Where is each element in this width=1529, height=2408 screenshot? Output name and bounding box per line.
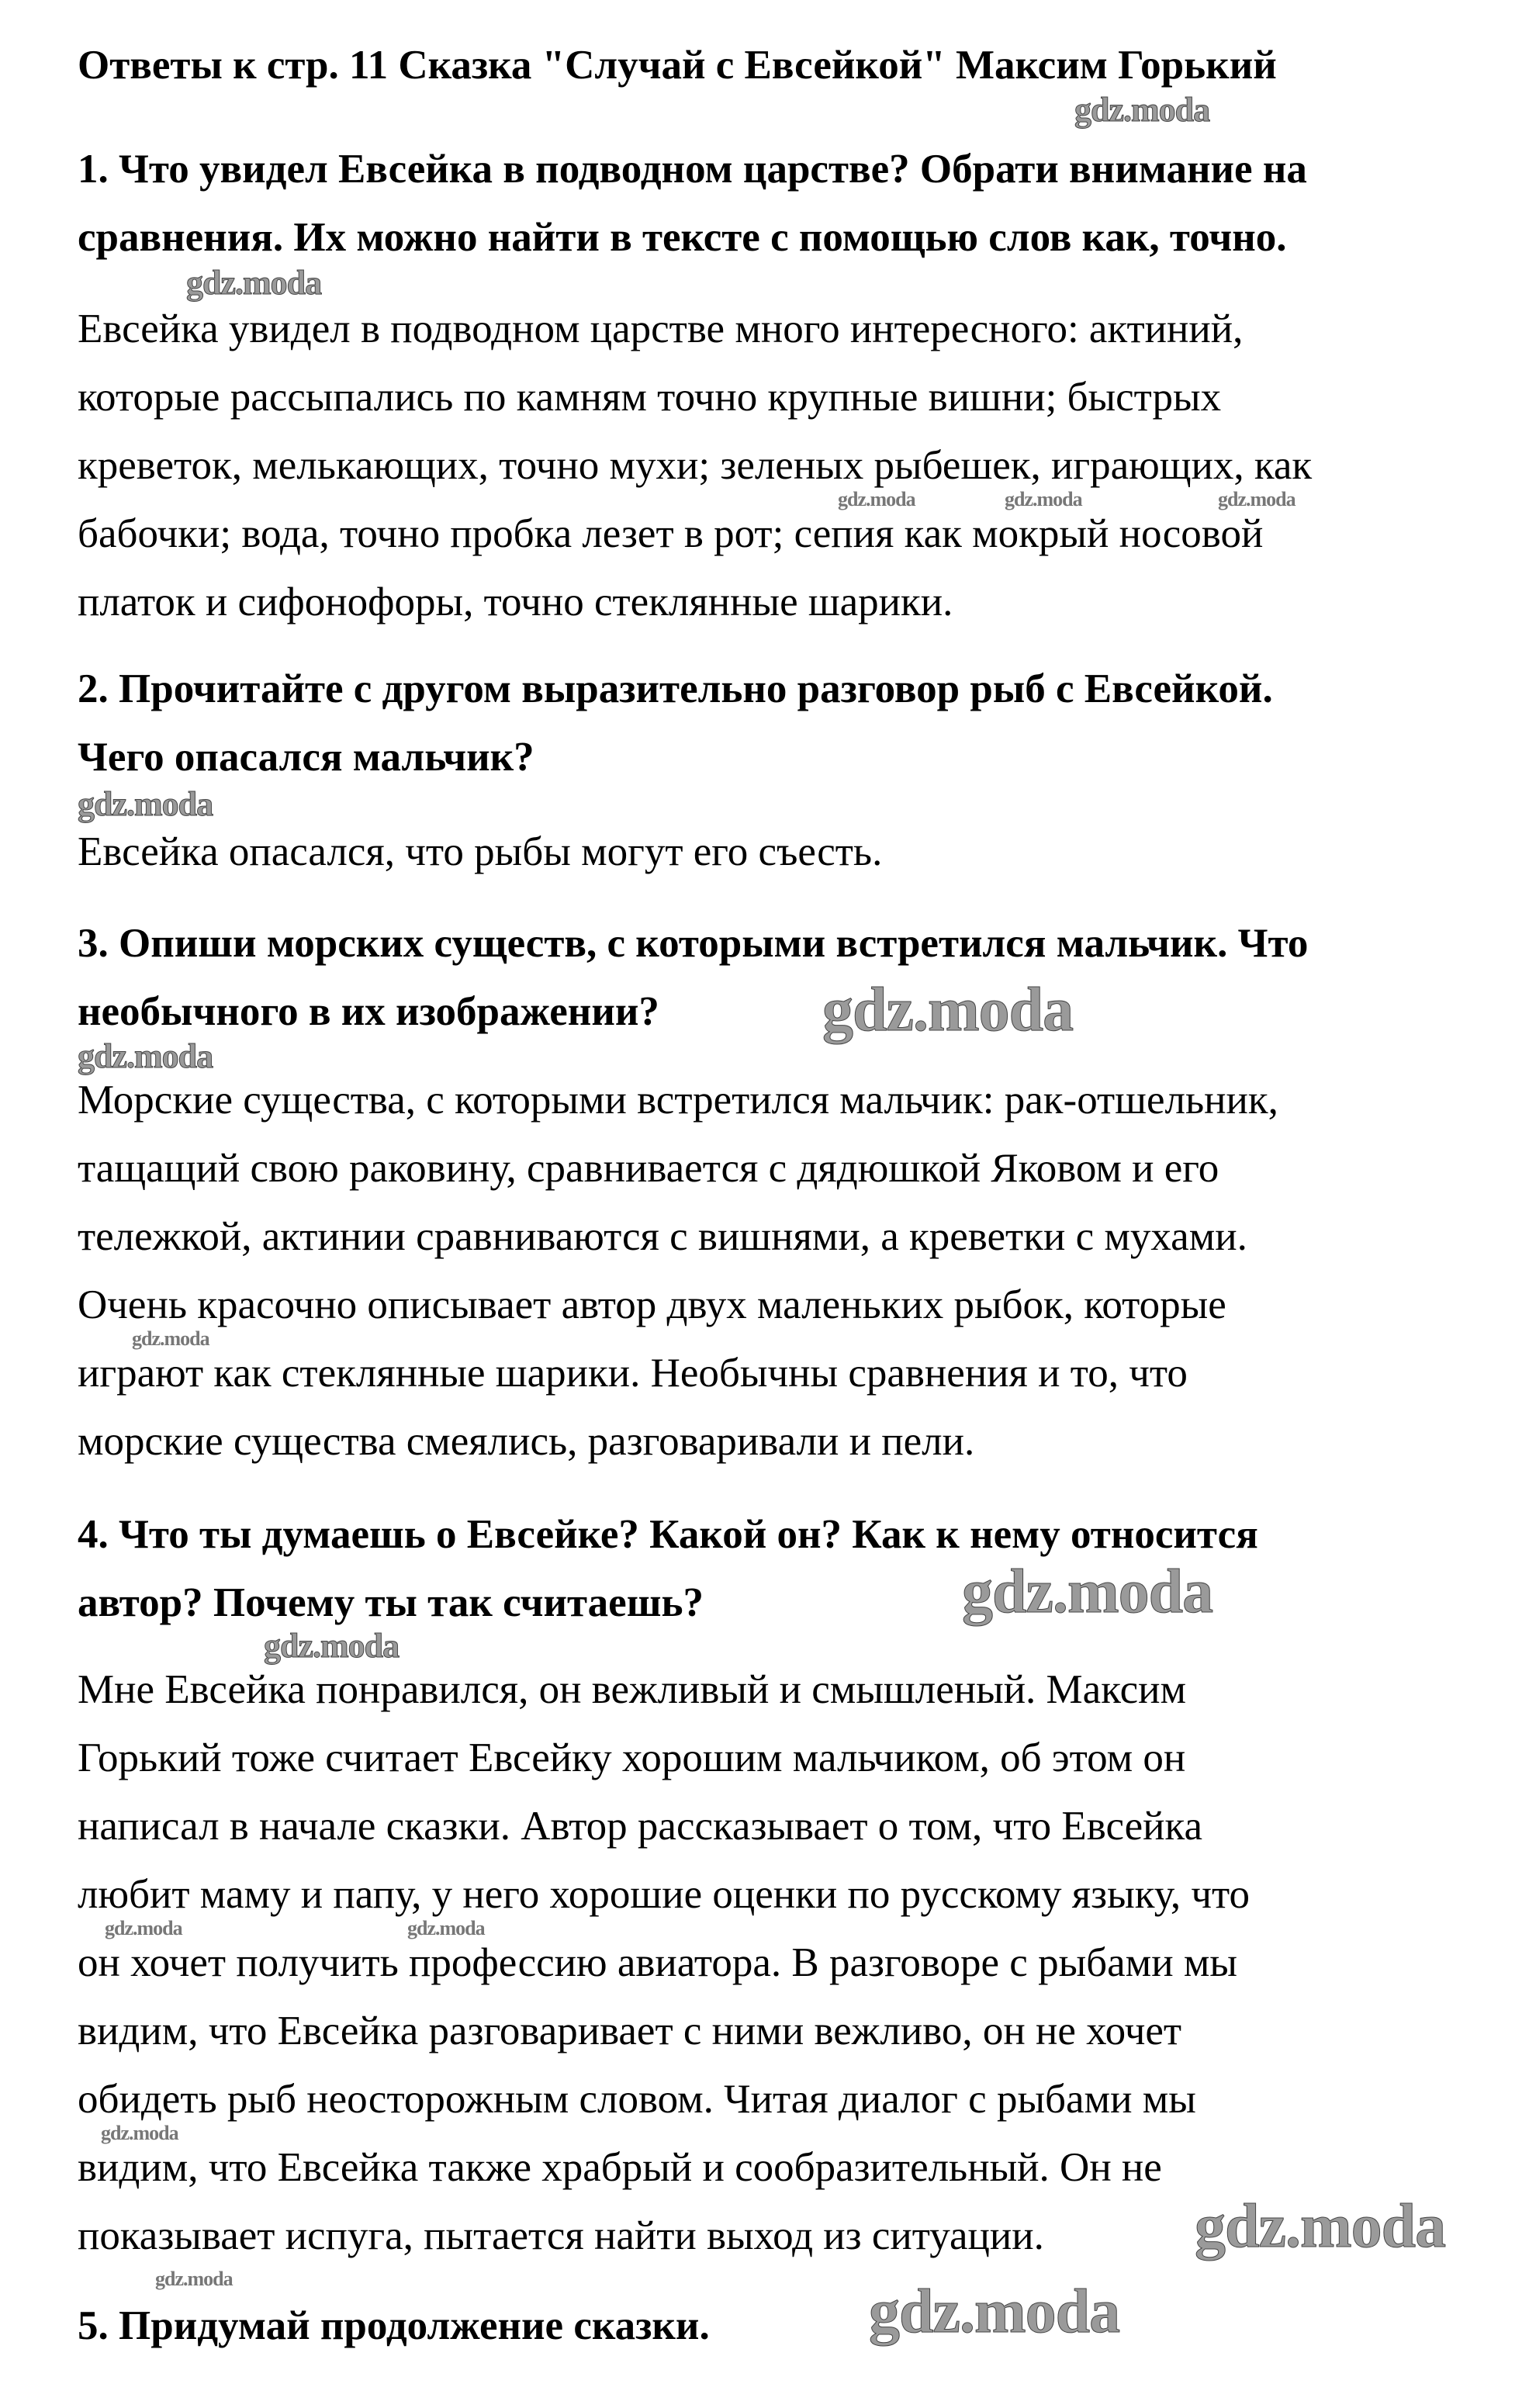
answer-line: видим, что Евсейка также храбрый и сообразительный. Он не — [78, 2145, 1162, 2190]
watermark: gdz.moda — [838, 488, 915, 510]
watermark: gdz.moda — [132, 1327, 209, 1350]
watermark: gdz.moda — [105, 1917, 182, 1939]
question-line: 5. Придумай продолжение сказки. — [78, 2303, 710, 2348]
answer-line: Горький тоже считает Евсейку хорошим мальчиком, об этом он — [78, 1735, 1186, 1780]
answer-line: морские существа смеялись, разговаривали и пели. — [78, 1419, 975, 1464]
watermark: gdz.moda — [1218, 488, 1295, 510]
watermark: gdz.moda — [1005, 488, 1082, 510]
question-line: 3. Опиши морских существ, с которыми встретился мальчик. Что — [78, 921, 1309, 966]
answer-line: Евсейка увидел в подводном царстве много интересного: актиний, — [78, 306, 1244, 351]
answer-line: написал в начале сказки. Автор рассказывает о том, что Евсейка — [78, 1804, 1203, 1849]
answer-line: играют как стеклянные шарики. Необычны сравнения и то, что — [78, 1351, 1188, 1396]
answer-line: тащащий свою раковину, сравнивается с дядюшкой Яковом и его — [78, 1146, 1219, 1191]
watermark: gdz.moda — [407, 1917, 485, 1939]
watermark: gdz.moda — [101, 2122, 178, 2144]
answer-line: обидеть рыб неосторожным словом. Читая диалог с рыбами мы — [78, 2077, 1196, 2122]
page-title: Ответы к стр. 11 Сказка "Случай с Евсейкой" Максим Горький — [78, 43, 1277, 88]
answer-line: любит маму и папу, у него хорошие оценки по русскому языку, что — [78, 1872, 1251, 1917]
watermark: gdz.moda — [186, 264, 322, 302]
watermark: gdz.moda — [78, 785, 213, 823]
answer-line: показывает испуга, пытается найти выход из ситуации. — [78, 2213, 1044, 2258]
watermark: gdz.moda — [155, 2268, 233, 2290]
answer-line: креветок, мелькающих, точно мухи; зеленых рыбешек, играющих, как — [78, 443, 1313, 488]
question-line: автор? Почему ты так считаешь? — [78, 1580, 704, 1625]
watermark: gdz.moda — [1074, 91, 1210, 129]
question-line: сравнения. Их можно найти в тексте с помощью слов как, точно. — [78, 215, 1287, 260]
answer-line: Евсейка опасался, что рыбы могут его съесть. — [78, 829, 883, 874]
watermark: gdz.moda — [869, 2278, 1120, 2346]
watermark: gdz.moda — [822, 976, 1074, 1044]
answer-line: Морские существа, с которыми встретился мальчик: рак-отшельник, — [78, 1078, 1278, 1123]
question-line: 2. Прочитайте с другом выразительно разговор рыб с Евсейкой. — [78, 666, 1273, 711]
question-line: Чего опасался мальчик? — [78, 735, 534, 780]
watermark: gdz.moda — [264, 1627, 400, 1665]
watermark: gdz.moda — [962, 1558, 1213, 1626]
answer-line: платок и сифонофоры, точно стеклянные шарики. — [78, 580, 953, 624]
answer-line: бабочки; вода, точно пробка лезет в рот; сепия как мокрый носовой — [78, 511, 1264, 556]
answer-line: которые рассыпались по камням точно крупные вишни; быстрых — [78, 375, 1222, 420]
answer-line: Мне Евсейка понравился, он вежливый и смышленый. Максим — [78, 1667, 1187, 1712]
question-line: 4. Что ты думаешь о Евсейке? Какой он? Как к нему относится — [78, 1512, 1258, 1557]
answer-line: Очень красочно описывает автор двух маленьких рыбок, которые — [78, 1282, 1226, 1327]
watermark: gdz.moda — [78, 1037, 213, 1075]
answer-line: тележкой, актинии сравниваются с вишнями, а креветки с мухами. — [78, 1214, 1247, 1259]
watermark: gdz.moda — [1195, 2192, 1446, 2261]
question-line: необычного в их изображении? — [78, 989, 659, 1034]
answer-line: он хочет получить профессию авиатора. В разговоре с рыбами мы — [78, 1940, 1237, 1985]
question-line: 1. Что увидел Евсейка в подводном царстве? Обрати внимание на — [78, 147, 1307, 192]
answer-line: видим, что Евсейка разговаривает с ними вежливо, он не хочет — [78, 2008, 1182, 2053]
